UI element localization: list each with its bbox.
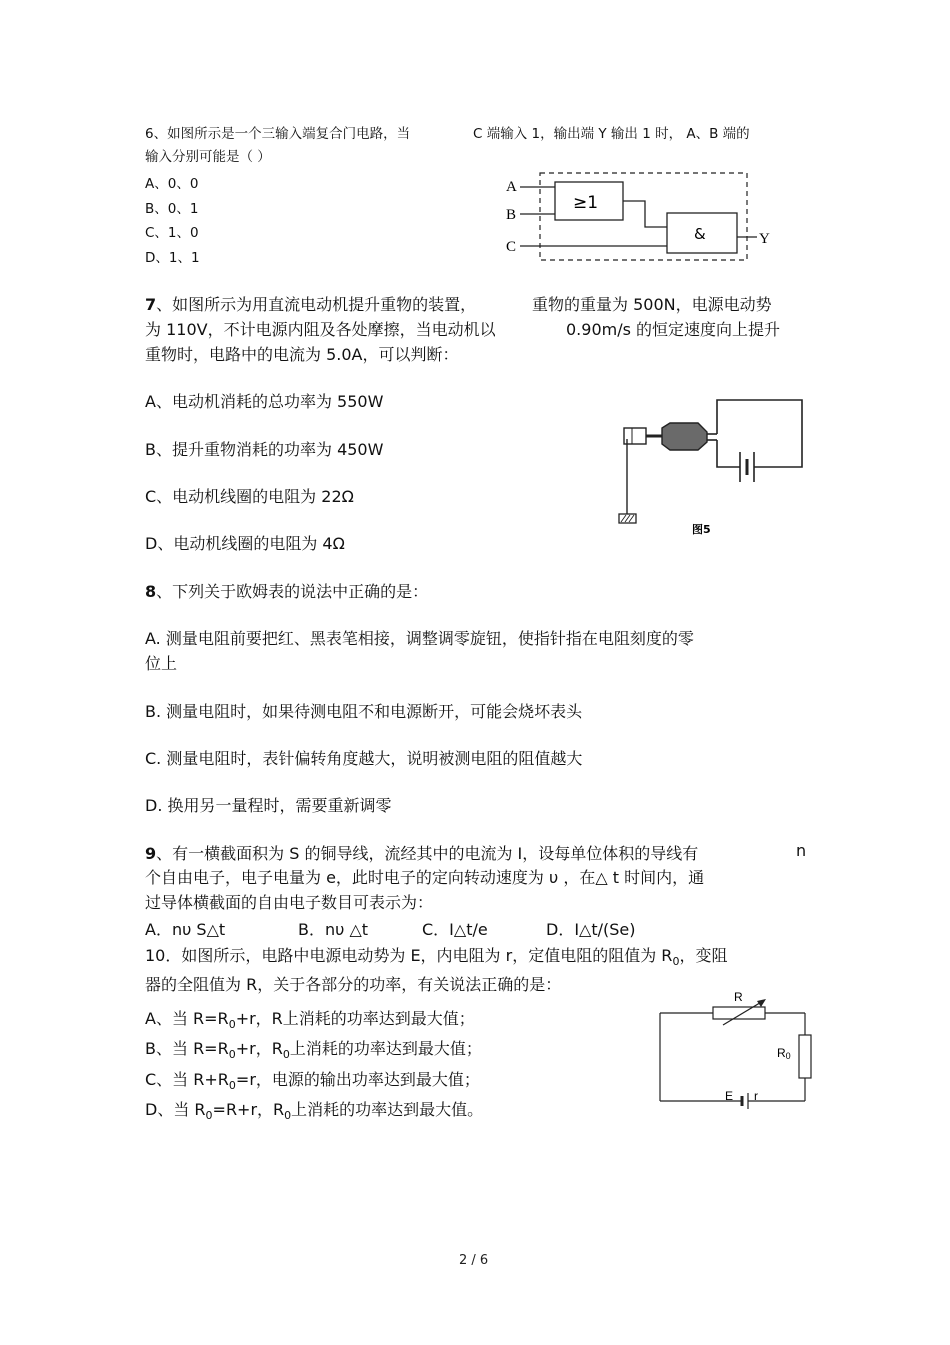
q9-stem-line2: 个自由电子，电子电量为 e，此时电子的定向转动速度为 υ ，在△ t 时间内，通 xyxy=(145,868,705,887)
q10-stem-sub: 0 xyxy=(672,955,680,969)
q10-option-b-pre: B、当 R=R xyxy=(145,1039,229,1058)
q9-stem-line1 xyxy=(145,841,698,864)
q10-option-d-pre: D、当 R xyxy=(145,1100,206,1119)
q8-number: 8 xyxy=(145,582,157,601)
emf-label: E xyxy=(725,1089,734,1103)
q10-option-d-post2: 上消耗的功率达到最大值。 xyxy=(291,1100,484,1119)
q10-option-a xyxy=(145,1006,475,1031)
input-c-label: C xyxy=(506,239,517,255)
q9-number: 9 xyxy=(145,844,157,863)
q6-stem-line1a: 6、如图所示是一个三输入端复合门电路，当 xyxy=(145,126,411,142)
q6-option-a: A、0、0 xyxy=(145,176,199,192)
input-a-label: A xyxy=(506,179,517,195)
q10-option-a-pre: A、当 R=R xyxy=(145,1009,229,1028)
q6-stem-line1b: C 端输入 1，输出端 Y 输出 1 时， A、B 端的 xyxy=(473,126,750,142)
q10-option-d-sub2: 0 xyxy=(284,1109,292,1123)
q10-option-c-sub: 0 xyxy=(228,1079,236,1093)
q10-option-d xyxy=(145,1097,483,1122)
q8-title xyxy=(145,579,428,602)
q7-stem-line1a: 、如图所示为用直流电动机提升重物的装置， xyxy=(156,295,477,314)
input-b-label: B xyxy=(506,207,517,223)
q9-stem-line1-text: 、有一横截面积为 S 的铜导线，流经其中的电流为 I，设每单位体积的导线有 xyxy=(156,844,699,863)
q7-stem-line1 xyxy=(145,292,476,315)
q10-option-d-sub: 0 xyxy=(205,1109,213,1123)
q8-option-a-line2: 位上 xyxy=(145,654,178,673)
q10-option-a-sub: 0 xyxy=(228,1018,236,1032)
q7-option-d: D、电动机线圈的电阻为 4Ω xyxy=(145,534,345,553)
q9-option-b: B．nυ △t xyxy=(298,920,369,939)
q6-stem-line2: 输入分别可能是（ ） xyxy=(145,149,271,165)
q10-option-b-sub2: 0 xyxy=(282,1048,290,1062)
q7-option-a: A、电动机消耗的总功率为 550W xyxy=(145,392,384,411)
q8-option-a-line1: A. 测量电阻前要把红、黑表笔相接，调整调零旋钮，使指针指在电阻刻度的零 xyxy=(145,629,694,648)
q9-option-a: A．nυ S△t xyxy=(145,920,226,939)
q7-option-b: B、提升重物消耗的功率为 450W xyxy=(145,440,384,459)
rheostat-r xyxy=(713,1007,765,1019)
q7-stem-line2b: 0.90m/s 的恒定速度向上提升 xyxy=(566,320,781,339)
q9-stem-line1-n: n xyxy=(796,841,807,860)
q6-option-c: C、1、0 xyxy=(145,225,199,241)
q8-option-c: C. 测量电阻时，表针偏转角度越大，说明被测电阻的阻值越大 xyxy=(145,749,583,768)
q10-option-c xyxy=(145,1067,480,1092)
logic-gate-diagram xyxy=(500,165,790,270)
q9-stem-line3: 过导体横截面的自由电子数目可表示为： xyxy=(145,893,434,912)
q10-stem-line1-end: ，变阻 xyxy=(679,946,728,965)
q10-option-a-post: +r，R上消耗的功率达到最大值； xyxy=(235,1009,475,1028)
and-gate-label: & xyxy=(694,225,706,243)
figure-5-label: 图5 xyxy=(692,523,711,536)
q7-option-c: C、电动机线圈的电阻为 22Ω xyxy=(145,487,354,506)
q10-option-c-post: =r，电源的输出功率达到最大值； xyxy=(235,1070,480,1089)
internal-r-label: r xyxy=(754,1089,758,1103)
resistor-r0 xyxy=(799,1035,811,1078)
q10-stem-line1-text: 10．如图所示，电路中电源电动势为 E，内电阻为 r，定值电阻的阻值为 R xyxy=(145,946,673,965)
q8-title-text: 、下列关于欧姆表的说法中正确的是： xyxy=(156,582,429,601)
q8-option-d: D. 换用另一量程时，需要重新调零 xyxy=(145,796,392,815)
r0-label: R0 xyxy=(777,1046,791,1061)
q7-stem-line2a: 为 110V，不计电源内阻及各处摩擦，当电动机以 xyxy=(145,320,496,339)
q6-option-d: D、1、1 xyxy=(145,250,200,266)
q10-option-d-post: =R+r，R xyxy=(212,1100,285,1119)
q7-stem-line3: 重物时，电路中的电流为 5.0A，可以判断： xyxy=(145,345,459,364)
q10-option-b-sub: 0 xyxy=(228,1048,236,1062)
output-y-label: Y xyxy=(759,231,770,247)
q6-option-b: B、0、1 xyxy=(145,201,199,217)
q7-number: 7 xyxy=(145,295,157,314)
motor-body xyxy=(662,423,707,450)
page-number: 2 / 6 xyxy=(459,1253,489,1268)
rheostat-circuit-diagram xyxy=(655,985,825,1110)
q10-option-b-post2: 上消耗的功率达到最大值； xyxy=(289,1039,482,1058)
q9-option-d: D．I△t/(Se) xyxy=(546,920,636,939)
or-gate-label: ≥1 xyxy=(573,193,599,213)
q10-option-b-post: +r，R xyxy=(235,1039,283,1058)
q10-stem-line1 xyxy=(145,943,727,968)
q10-option-b xyxy=(145,1036,482,1061)
q9-option-c: C．I△t/e xyxy=(422,920,488,939)
q7-stem-line1b: 重物的重量为 500N，电源电动势 xyxy=(532,295,772,314)
q10-stem-line2: 器的全阻值为 R，关于各部分的功率，有关说法正确的是： xyxy=(145,975,562,994)
rheostat-label: R xyxy=(734,990,743,1004)
motor-lift-diagram xyxy=(612,392,812,542)
q8-option-b: B. 测量电阻时，如果待测电阻不和电源断开，可能会烧坏表头 xyxy=(145,702,583,721)
q10-option-c-pre: C、当 R+R xyxy=(145,1070,229,1089)
